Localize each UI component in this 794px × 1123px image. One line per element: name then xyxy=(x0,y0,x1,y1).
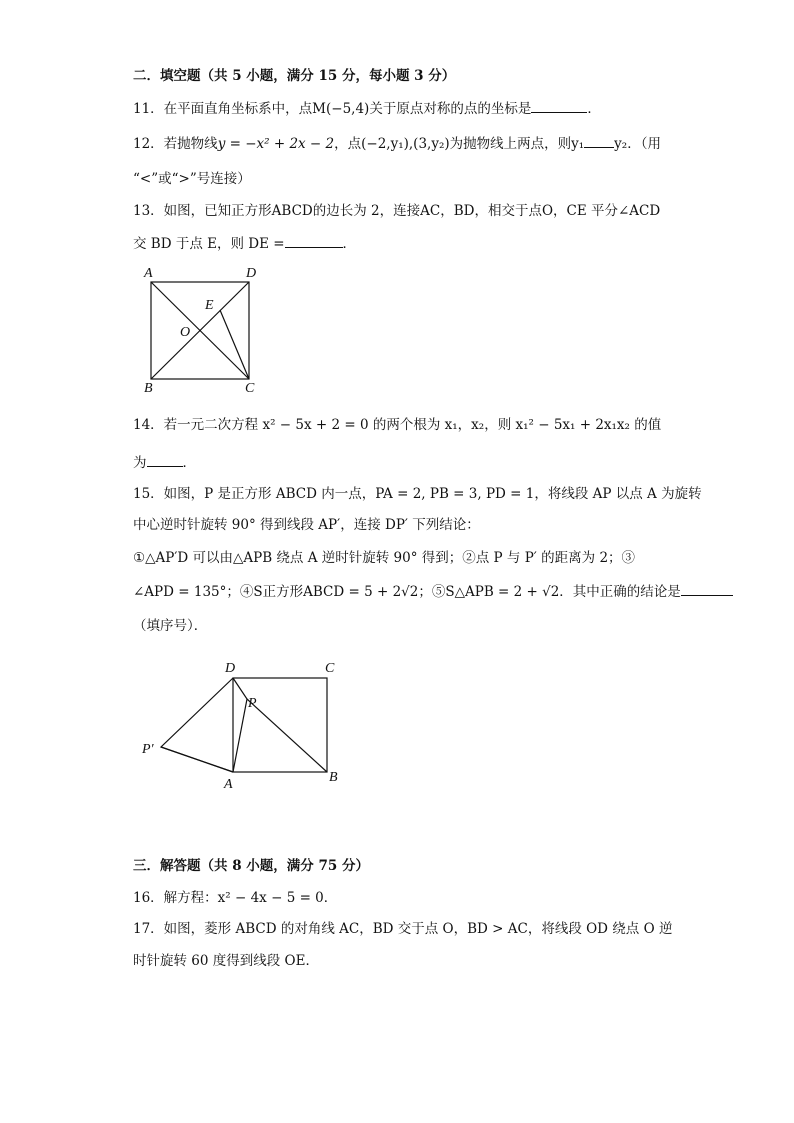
q12-text-c: y₂．（用 xyxy=(614,136,661,152)
q13-end: ． xyxy=(342,236,357,252)
q15-answer-blank[interactable] xyxy=(681,581,733,596)
q11-end: ． xyxy=(587,101,601,117)
q13-label-a: A xyxy=(144,266,153,281)
question-12 xyxy=(133,133,661,154)
q13-label-e: E xyxy=(205,298,214,313)
question-13-line2 xyxy=(133,233,356,254)
q15-line5: （填序号）． xyxy=(133,618,208,634)
q15-segment-pb xyxy=(247,699,327,772)
q15-label-d: D xyxy=(225,661,236,676)
q13-label-o: O xyxy=(180,325,191,340)
q15-text-4: ∠APD = 135°；④S正方形ABCD = 5 + 2√2；⑤S△APB = 2 + √2．其中正确的结论是 xyxy=(133,584,681,600)
q16-text: 16．解方程：x² − 4x − 5 = 0． xyxy=(133,890,338,906)
q13-label-c: C xyxy=(245,381,255,396)
q12-line2: “<”或“>”号连接） xyxy=(133,171,251,187)
question-14-line2 xyxy=(133,452,196,473)
q15-label-p: P xyxy=(248,696,257,711)
q15-label-c: C xyxy=(325,661,335,676)
q14-line1: 14．若一元二次方程 x² − 5x + 2 = 0 的两个根为 x₁，x₂，则 x₁² − 5x₁ + 2x₁x₂ 的值 xyxy=(133,417,662,433)
q15-label-b: B xyxy=(329,770,338,785)
q17-line1: 17．如图，菱形 ABCD 的对角线 AC，BD 交于点 O，BD > AC，将线段 OD 绕点 O 逆 xyxy=(133,921,673,937)
section2-title: 二．填空题（共 5 小题，满分 15 分，每小题 3 分） xyxy=(133,68,456,84)
q11-text: 11．在平面直角坐标系中，点M(−5,4)关于原点对称的点的坐标是 xyxy=(133,101,532,117)
q15-segments-p xyxy=(233,678,247,772)
q13-segment-ce xyxy=(220,310,249,379)
q17-line2: 时针旋转 60 度得到线段 OE． xyxy=(133,953,319,969)
question-15-line4 xyxy=(133,581,733,602)
q13-line1: 13．如图，已知正方形ABCD的边长为 2，连接AC，BD，相交于点O，CE 平分∠ACD xyxy=(133,203,661,219)
q15-line2: 中心逆时针旋转 90° 得到线段 AP′，连接 DP′ 下列结论： xyxy=(133,517,480,533)
q14-text-a: 为 xyxy=(133,455,147,471)
q11-answer-blank[interactable] xyxy=(531,98,587,113)
q13-label-b: B xyxy=(144,381,153,396)
q14-answer-blank[interactable] xyxy=(147,452,183,467)
q15-label-p-prime: P′ xyxy=(142,742,154,757)
q13-figure xyxy=(130,258,275,403)
q13-answer-blank[interactable] xyxy=(285,233,343,248)
q12-text-b: ，点(−2,y₁),(3,y₂)为抛物线上两点，则y₁ xyxy=(334,136,585,152)
section3-title: 三．解答题（共 8 小题，满分 75 分） xyxy=(133,858,369,874)
q13-text-a: 交 BD 于点 E，则 DE = xyxy=(133,236,285,252)
q12-answer-blank[interactable] xyxy=(584,133,614,148)
q13-label-d: D xyxy=(246,266,257,281)
q15-triangle-ap1d xyxy=(161,678,233,772)
q14-end: ． xyxy=(182,455,196,471)
q15-figure xyxy=(135,655,350,795)
question-11 xyxy=(133,98,601,119)
q15-label-a: A xyxy=(224,777,233,792)
q12-expression: y = −x² + 2x − 2 xyxy=(217,136,335,152)
q15-segment-ap1 xyxy=(161,747,233,772)
q12-text-a: 12．若抛物线 xyxy=(133,136,218,152)
q15-square xyxy=(233,678,327,772)
q15-line3: ①△AP′D 可以由△APB 绕点 A 逆时针旋转 90° 得到；②点 P 与 P′ 的距离为 2；③ xyxy=(133,550,636,566)
q15-line1: 15．如图，P 是正方形 ABCD 内一点，PA = 2, PB = 3, PD = 1，将线段 AP 以点 A 为旋转 xyxy=(133,486,702,502)
